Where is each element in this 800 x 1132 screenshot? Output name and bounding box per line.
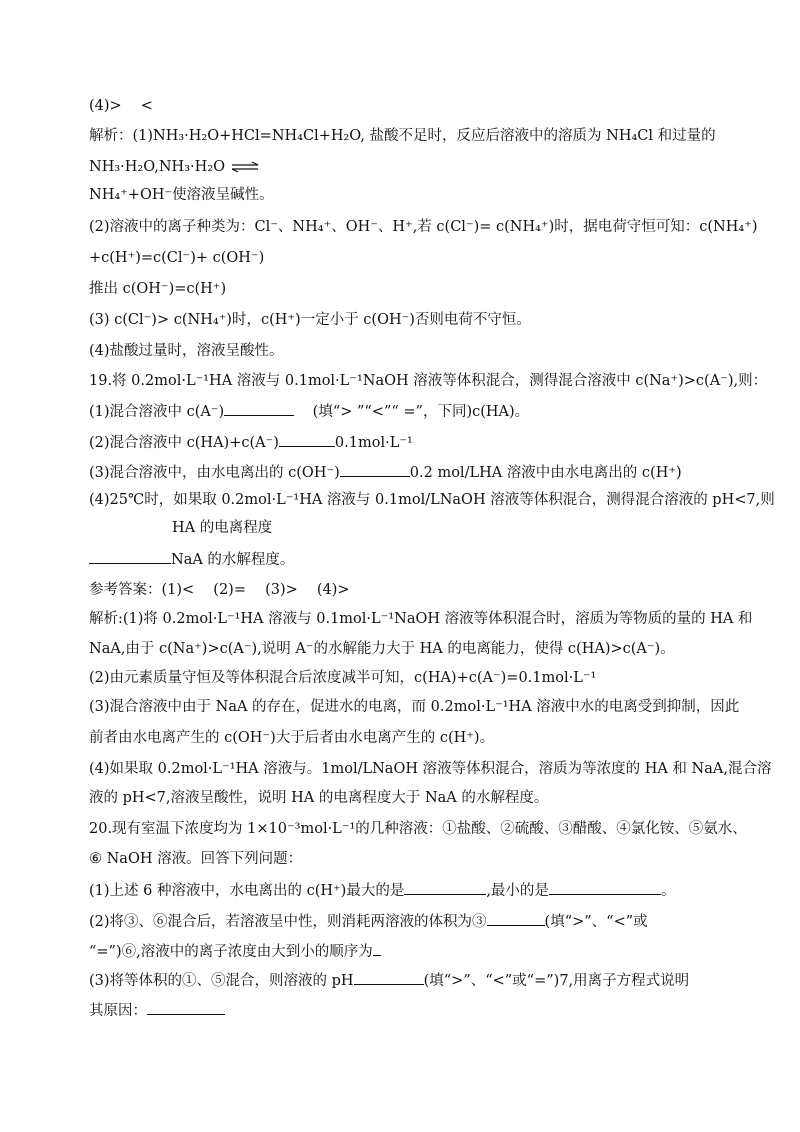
analysis-18-1-cont: NH₃·H₂O,NH₃·H₂O [89, 158, 260, 176]
analysis-19-1: 解析:(1)将 0.2mol·L⁻¹HA 溶液与 0.1mol·L⁻¹NaOH 溶液等体积混合时，溶质为等物质的量的 HA 和 [89, 611, 753, 627]
question-19-4-end: NaA 的水解程度。 [89, 549, 294, 569]
answer-18-4: (4)> < [89, 98, 153, 114]
answer-blank[interactable] [487, 911, 545, 926]
question-20-2-cont: “=”)⑥,溶液中的离子浓度由大到小的顺序为 [89, 941, 381, 961]
reversible-arrow-icon [230, 161, 260, 173]
answer-blank[interactable] [549, 880, 661, 895]
analysis-19-1-cont: NaA,由于 c(Na⁺)>c(A⁻),说明 A⁻的水解能力大于 HA 的电离能力，使得 c(HA)>c(A⁻)。 [89, 641, 675, 657]
answer-blank[interactable] [404, 880, 486, 895]
question-19-stem: 19.将 0.2mol·L⁻¹HA 溶液与 0.1mol·L⁻¹NaOH 溶液等体积混合，测得混合溶液中 c(Na⁺)>c(A⁻),则： [89, 373, 768, 389]
analysis-19-4: (4)如果取 0.2mol·L⁻¹HA 溶液与。1mol/LNaOH 溶液等体积混合，溶质为等浓度的 HA 和 NaA,混合溶 [89, 761, 772, 777]
answer-blank[interactable] [224, 401, 294, 416]
analysis-19-4-cont: 液的 pH<7,溶液呈酸性，说明 HA 的电离程度大于 NaA 的水解程度。 [89, 790, 549, 806]
analysis-19-2: (2)由元素质量守恒及等体积混合后浓度减半可知，c(HA)+c(A⁻)=0.1mol·L⁻¹ [89, 670, 597, 686]
analysis-18-3: (3) c(Cl⁻)> c(NH₄⁺)时，c(H⁺)一定小于 c(OH⁻)否则电荷不守恒。 [89, 312, 531, 328]
answer-blank[interactable] [89, 549, 171, 564]
question-20-1: (1)上述 6 种溶液中，水电离出的 c(H⁺)最大的是 ,最小的是 。 [89, 880, 675, 900]
analysis-19-3-cont: 前者由水电离产生的 c(OH⁻)大于后者由水电离产生的 c(H⁺)。 [89, 730, 495, 746]
analysis-18-4: (4)盐酸过量时，溶液呈酸性。 [89, 343, 284, 359]
question-20-2: (2)将③、⑥混合后，若溶液呈中性，则消耗两溶液的体积为③ (填“>”、“<”或 [89, 911, 648, 931]
reference-answer-19: 参考答案：(1)< (2)= (3)> (4)> [89, 582, 350, 598]
analysis-18-1-end: NH₄⁺+OH⁻使溶液呈碱性。 [89, 187, 274, 203]
question-20-stem: 20.现有室温下浓度均为 1×10⁻³mol·L⁻¹的几种溶液：①盐酸、②硫酸、③醋酸、④氯化铵、⑤氨水、 [89, 821, 747, 837]
analysis-18-1: 解析：(1)NH₃·H₂O+HCl=NH₄Cl+H₂O, 盐酸不足时，反应后溶液中的溶质为 NH₄Cl 和过量的 [89, 128, 716, 144]
question-20-3: (3)将等体积的①、⑤混合，则溶液的 pH (填“>”、“<”或“=”)7,用离子方程式说明 [89, 970, 689, 990]
answer-blank[interactable] [147, 1000, 225, 1015]
answer-blank[interactable] [373, 941, 381, 956]
analysis-18-2-cont: +c(H⁺)=c(Cl⁻)+ c(OH⁻) [89, 250, 265, 266]
answer-blank[interactable] [354, 970, 424, 985]
analysis-18-2: (2)溶液中的离子种类为：Cl⁻、NH₄⁺、OH⁻、H⁺,若 c(Cl⁻)= c(NH₄⁺)时，据电荷守恒可知：c(NH₄⁺) [89, 219, 758, 235]
question-19-3: (3)混合溶液中，由水电离出的 c(OH⁻) 0.2 mol/LHA 溶液中由水电离出的 c(H⁺) [89, 462, 682, 482]
question-19-4: (4)25℃时，如果取 0.2mol·L⁻¹HA 溶液与 0.1mol/LNaOH 溶液等体积混合，测得混合溶液的 pH<7,则 [89, 492, 775, 508]
question-20-stem-cont: ⑥ NaOH 溶液。回答下列问题： [89, 851, 303, 867]
answer-blank[interactable] [340, 462, 410, 477]
question-19-4-cont: HA 的电离程度 [172, 520, 273, 536]
analysis-18-2-conclusion: 推出 c(OH⁻)=c(H⁺) [89, 281, 227, 297]
question-19-1: (1)混合溶液中 c(A⁻) (填“> ”“<”“ =”，下同)c(HA)。 [89, 401, 529, 421]
analysis-19-3: (3)混合溶液中由于 NaA 的存在，促进水的电离，而 0.2mol·L⁻¹HA 溶液中水的电离受到抑制，因此 [89, 699, 740, 715]
question-19-2: (2)混合溶液中 c(HA)+c(A⁻) 0.1mol·L⁻¹ [89, 432, 413, 452]
answer-blank[interactable] [279, 432, 335, 447]
question-20-3-cont: 其原因： [89, 1000, 225, 1020]
